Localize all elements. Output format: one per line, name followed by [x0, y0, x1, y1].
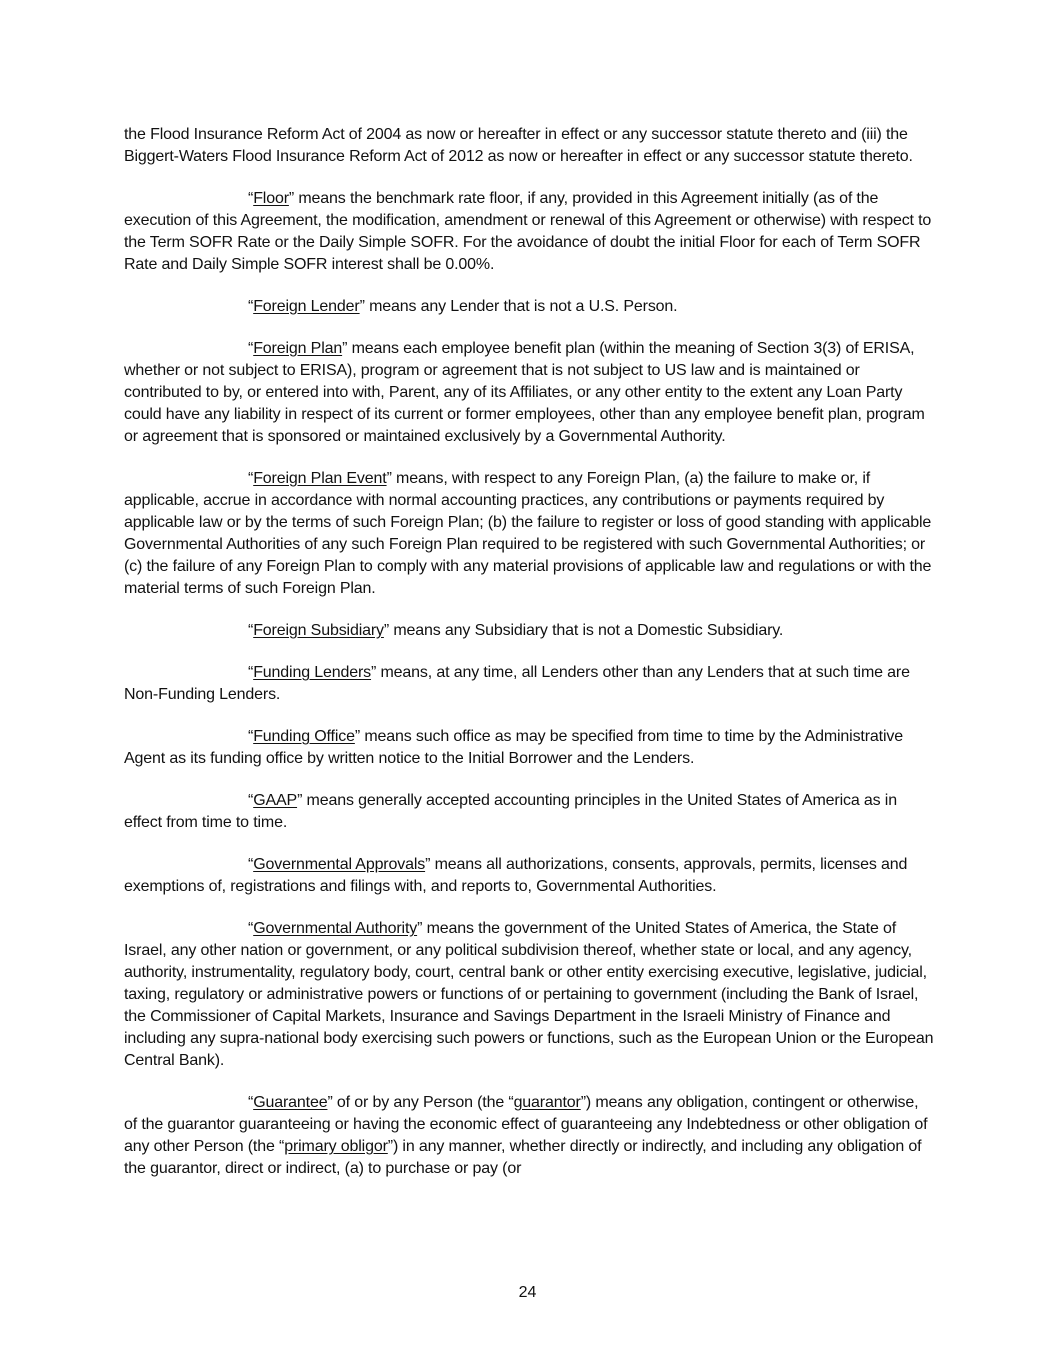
definition-funding-lenders: “Funding Lenders” means, at any time, all Lenders other than any Lenders that at such time are Non-Funding Lenders.: [124, 664, 910, 703]
definition-text: ” means generally accepted accounting principles in the United States of America as in effect from time to time.: [124, 792, 897, 831]
definition-gaap: “GAAP” means generally accepted accounting principles in the United States of America as in effect from time to time.: [124, 792, 897, 831]
defined-term: Foreign Plan Event: [253, 470, 387, 487]
defined-term: Governmental Authority: [253, 920, 418, 937]
continuation-paragraph: [124, 124, 934, 168]
page-number: 24: [518, 1284, 537, 1301]
definition-guarantee: “Guarantee” of or by any Person (the “guarantor”) means any obligation, contingent or otherwise, of the guarantor guaranteeing or having the economic effect of guaranteeing any Indebtedness or other obligation of any other Person (the “primary obligor”) in any manner, whether directly or indirectly, and including any obligation of the guarantor, direct or indirect, (a) to purchase or pay (or: [124, 1094, 928, 1177]
defined-term: Funding Lenders: [253, 664, 372, 681]
definition-governmental-approvals: “Governmental Approvals” means all authorizations, consents, approvals, permits, licenses and exemptions of, registrations and filings with, and reports to, Governmental Authorities.: [124, 856, 908, 895]
definition-governmental-authority: “Governmental Authority” means the government of the United States of America, the State of Israel, any other nation or government, or any political subdivision thereof, whether state or local, and any agency, authority, instrumentality, regulatory body, court, central bank or other entity exercising executive, legislative, judicial, taxing, regulatory or administrative powers or functions of or pertaining to government (including the Bank of Israel, the Commissioner of Capital Markets, Insurance and Savings Department in the Israeli Ministry of Finance and including any supra-national body exercising such powers or functions, such as the European Union or the European Central Bank).: [124, 920, 934, 1069]
defined-term: Floor: [253, 190, 289, 207]
definition-text: ” means such office as may be specified from time to time by the Administrative Agent as its funding office by written notice to the Initial Borrower and the Lenders.: [124, 728, 903, 767]
defined-term: Guarantee: [253, 1094, 328, 1111]
definition-foreign-lender: “Foreign Lender” means any Lender that is not a U.S. Person.: [248, 298, 678, 315]
definition-text: ” of or by any Person (the “: [327, 1094, 514, 1111]
definition-text: ”) in any manner, whether directly or indirectly, and including any obligation of the guarantor, direct or indirect, (a) to purchase or pay (or: [124, 1138, 922, 1177]
defined-term: Foreign Subsidiary: [253, 622, 384, 639]
definition-funding-office: “Funding Office” means such office as may be specified from time to time by the Administrative Agent as its funding office by written notice to the Initial Borrower and the Lenders.: [124, 728, 903, 767]
defined-term: Funding Office: [253, 728, 355, 745]
definition-foreign-plan: “Foreign Plan” means each employee benefit plan (within the meaning of Section 3(3) of ERISA, whether or not subject to ERISA), program or agreement that is not subject to US law and is maintained or contributed to by, or entered into with, Parent, any of its Affiliates, or any other entity to the extent any Loan Party could have any liability in respect of its current or former employees, other than any employee benefit plan, program or agreement that is sponsored or maintained exclusively by a Governmental Authority.: [124, 340, 925, 445]
definition-text: ”) means any obligation, contingent or otherwise, of the guarantor guaranteeing or having the economic effect of guaranteeing any Indebtedness or other obligation of any other Person (the “: [124, 1094, 928, 1155]
definition-text: ” means all authorizations, consents, approvals, permits, licenses and exemptions of, registrations and filings with, and reports to, Governmental Authorities.: [124, 856, 908, 895]
definition-text: ” means any Subsidiary that is not a Domestic Subsidiary.: [383, 622, 784, 639]
defined-term: GAAP: [253, 792, 298, 809]
definition-text: ” means, with respect to any Foreign Plan, (a) the failure to make or, if applicable, accrue in accordance with normal accounting practices, any contributions or payments required by applicable law or by the terms of such Foreign Plan; (b) the failure to register or loss of good standing with applicable Governmental Authorities of any such Foreign Plan required to be registered with such Governmental Authorities; or (c) the failure of any Foreign Plan to comply with any material provisions of applicable law and regulations or with the material terms of such Foreign Plan.: [124, 470, 932, 597]
defined-term: primary obligor: [284, 1138, 388, 1155]
continuation-text: the Flood Insurance Reform Act of 2004 as now or hereafter in effect or any successor statute thereto and (iii) the Biggert-Waters Flood Insurance Reform Act of 2012 as now or hereafter in effect or any successor statute thereto.: [124, 126, 913, 165]
definition-text: ” means any Lender that is not a U.S. Person.: [359, 298, 678, 315]
definition-foreign-subsidiary: “Foreign Subsidiary” means any Subsidiary that is not a Domestic Subsidiary.: [248, 622, 784, 639]
definition-text: ” means each employee benefit plan (within the meaning of Section 3(3) of ERISA, whether or not subject to ERISA), program or agreement that is not subject to US law and is maintained or contributed to by, or entered into with, Parent, any of its Affiliates, or any other entity to the extent any Loan Party could have any liability in respect of its current or former employees, other than any employee benefit plan, program or agreement that is sponsored or maintained exclusively by a Governmental Authority.: [124, 340, 925, 445]
definition-text: ” means the government of the United States of America, the State of Israel, any other nation or government, or any political subdivision thereof, whether state or local, and any agency, authority, instrumentality, regulatory body, court, central bank or other entity exercising executive, legislative, judicial, taxing, regulatory or administrative powers or functions of or pertaining to government (including the Bank of Israel, the Commissioner of Capital Markets, Insurance and Savings Department in the Israeli Ministry of Finance and including any supra-national body exercising such powers or functions, such as the European Union or the European Central Bank).: [124, 920, 934, 1069]
defined-term: Governmental Approvals: [253, 856, 426, 873]
definition-text: ” means, at any time, all Lenders other than any Lenders that at such time are Non-Funding Lenders.: [124, 664, 910, 703]
defined-term: guarantor: [513, 1094, 581, 1111]
definition-floor: “Floor” means the benchmark rate floor, if any, provided in this Agreement initially (as of the execution of this Agreement, the modification, amendment or renewal of this Agreement or otherwise) with respect to the Term SOFR Rate or the Daily Simple SOFR. For the avoidance of doubt the initial Floor for each of Term SOFR Rate and Daily Simple SOFR interest shall be 0.00%.: [124, 190, 932, 273]
defined-term: Foreign Plan: [253, 340, 343, 357]
defined-term: Foreign Lender: [253, 298, 360, 315]
definition-text: ” means the benchmark rate floor, if any, provided in this Agreement initially (as of the execution of this Agreement, the modification, amendment or renewal of this Agreement or otherwise) with respect to the Term SOFR Rate or the Daily Simple SOFR. For the avoidance of doubt the initial Floor for each of Term SOFR Rate and Daily Simple SOFR interest shall be 0.00%.: [124, 190, 932, 273]
definition-foreign-plan-event: “Foreign Plan Event” means, with respect to any Foreign Plan, (a) the failure to make or, if applicable, accrue in accordance with normal accounting practices, any contributions or payments required by applicable law or by the terms of such Foreign Plan; (b) the failure to register or loss of good standing with applicable Governmental Authorities of any such Foreign Plan required to be registered with such Governmental Authorities; or (c) the failure of any Foreign Plan to comply with any material provisions of applicable law and regulations or with the material terms of such Foreign Plan.: [124, 470, 932, 597]
document-body: [124, 124, 934, 1200]
